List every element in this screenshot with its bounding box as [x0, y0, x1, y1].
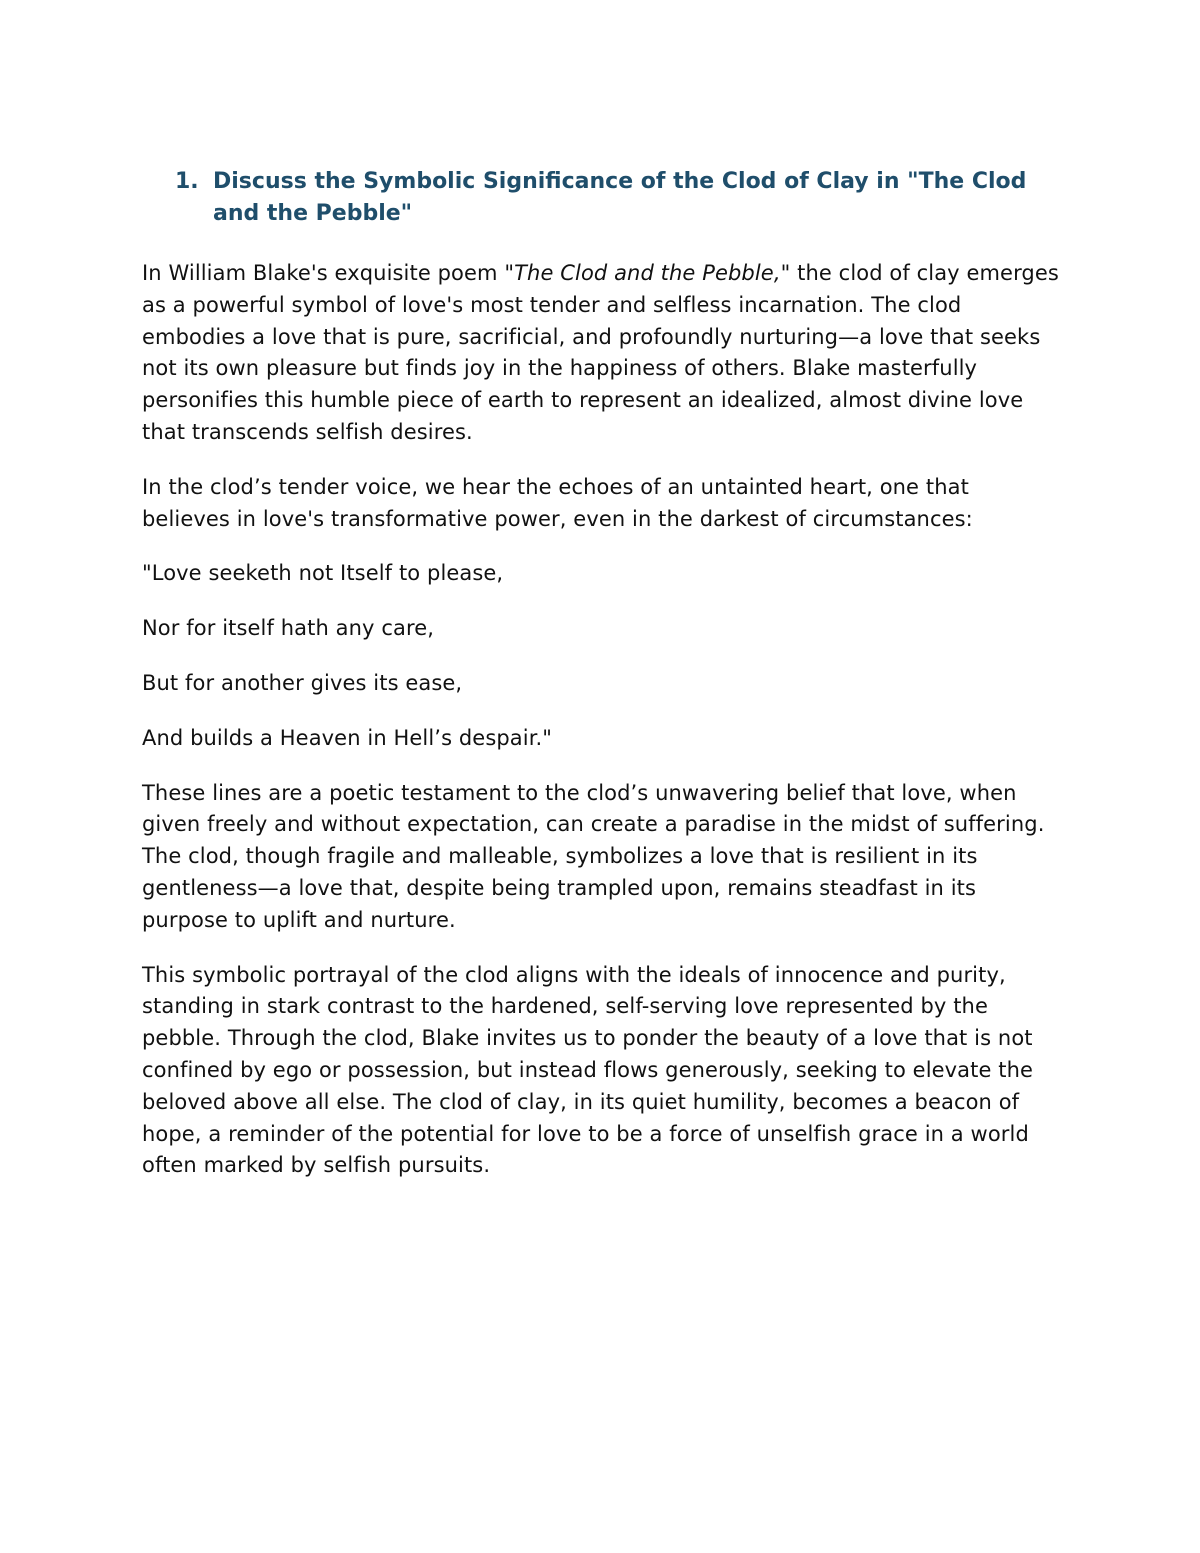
paragraph-testament: These lines are a poetic testament to the clod’s unwavering belief that love, when given freely and without expectation, can create a paradise in the midst of suffering. The clod, though fragile and malleable, symbolizes a love that is resilient in its gentleness—a love that, despite being trampled upon, remains steadfast in its purpose to uplift and nurture.	[142, 780, 1045, 932]
heading-text: Discuss the Symbolic Significance of the Clod of Clay in "The Clod and the Pebble"	[213, 169, 1027, 226]
verse-line-1: "Love seeketh not Itself to please,	[142, 561, 504, 586]
paragraph-portrayal: This symbolic portrayal of the clod aligns with the ideals of innocence and purity, standing in stark contrast to the hardened, self-serving love represented by the pebble. Through the clod, Blake invites us to ponder the beauty of a love that is not confined by ego or possession, but instead flows generously, seeking to elevate the beloved above all else. The clod of clay, in its quiet humility, becomes a beacon of hope, a reminder of the potential for love to be a force of unselfish grace in a world often marked by selfish pursuits.	[142, 962, 1034, 1178]
verse-line-4: And builds a Heaven in Hell’s despair."	[142, 725, 553, 750]
document-body	[142, 258, 1062, 1205]
heading-number: 1.	[175, 169, 199, 194]
poem-title: The Clod and the Pebble,	[514, 261, 781, 285]
verse-line-2: Nor for itself hath any care,	[142, 616, 435, 641]
paragraph-intro-start: In William Blake's exquisite poem "	[142, 261, 515, 285]
paragraph-clod-voice: In the clod’s tender voice, we hear the echoes of an untainted heart, one that believes in love's transformative power, even in the darkest of circumstances:	[142, 474, 973, 531]
verse-line-3: But for another gives its ease,	[142, 670, 463, 695]
paragraph-intro	[142, 258, 1062, 449]
section-heading	[175, 166, 1055, 230]
paragraph-intro-rest: " the clod of clay emerges as a powerful symbol of love's most tender and selfless incarnation. The clod embodies a love that is pure, sacrificial, and profoundly nurturing—a love that seeks not its own pleasure but finds joy in the happiness of others. Blake masterfully personifies this humble piece of earth to represent an idealized, almost divine love that transcends selfish desires.	[142, 261, 1059, 444]
